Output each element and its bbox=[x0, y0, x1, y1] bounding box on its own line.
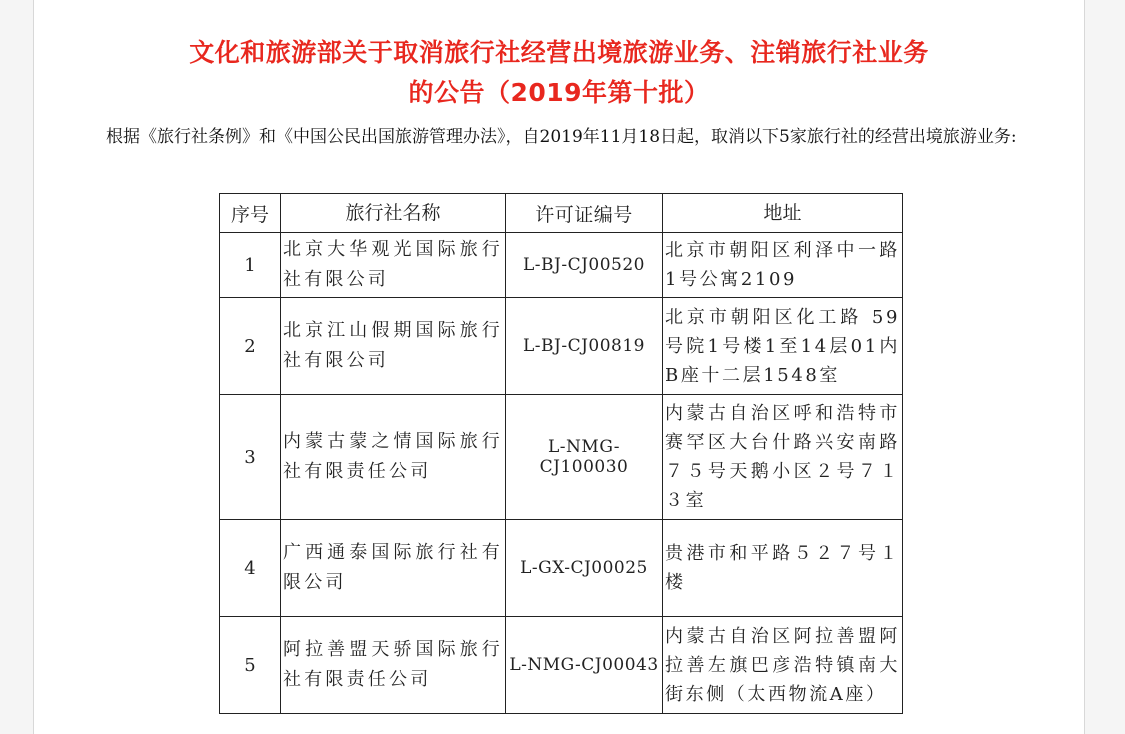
cell-no: 5 bbox=[220, 617, 281, 714]
cell-name: 阿拉善盟天骄国际旅行社有限责任公司 bbox=[281, 617, 506, 714]
cell-license: L-BJ-CJ00520 bbox=[506, 233, 663, 298]
cell-no: 1 bbox=[220, 233, 281, 298]
cell-no: 2 bbox=[220, 298, 281, 395]
cell-address: 内蒙古自治区呼和浩特市赛罕区大台什路兴安南路７５号天鹅小区２号７１３室 bbox=[663, 395, 903, 520]
cell-license: L-GX-CJ00025 bbox=[506, 520, 663, 617]
cell-name: 广西通泰国际旅行社有限公司 bbox=[281, 520, 506, 617]
cell-address: 内蒙古自治区阿拉善盟阿拉善左旗巴彦浩特镇南大街东侧（太西物流A座） bbox=[663, 617, 903, 714]
table-row bbox=[220, 298, 903, 395]
cell-license: L-BJ-CJ00819 bbox=[506, 298, 663, 395]
table-row bbox=[220, 520, 903, 617]
cell-name: 内蒙古蒙之情国际旅行社有限责任公司 bbox=[281, 395, 506, 520]
header-address: 地址 bbox=[663, 194, 903, 233]
travel-agency-table bbox=[219, 193, 903, 714]
header-no: 序号 bbox=[220, 194, 281, 233]
cell-name: 北京江山假期国际旅行社有限公司 bbox=[281, 298, 506, 395]
document-page bbox=[33, 0, 1085, 734]
cell-address: 北京市朝阳区化工路 59号院1号楼1至14层01内B座十二层1548室 bbox=[663, 298, 903, 395]
table-row bbox=[220, 233, 903, 298]
cell-no: 4 bbox=[220, 520, 281, 617]
cell-no: 3 bbox=[220, 395, 281, 520]
cell-license: L-NMG-CJ00043 bbox=[506, 617, 663, 714]
document-title-line-2: 的公告（2019年第十批） bbox=[408, 78, 710, 107]
header-name: 旅行社名称 bbox=[281, 194, 506, 233]
table-header-row bbox=[220, 194, 903, 233]
intro-paragraph: 根据《旅行社条例》和《中国公民出国旅游管理办法》，自2019年11月18日起，取消以下5家旅行社的经营出境旅游业务: bbox=[106, 127, 1017, 147]
cell-name: 北京大华观光国际旅行社有限公司 bbox=[281, 233, 506, 298]
document-title-line-1: 文化和旅游部关于取消旅行社经营出境旅游业务、注销旅行社业务 bbox=[189, 38, 929, 67]
table-row bbox=[220, 395, 903, 520]
table-row bbox=[220, 617, 903, 714]
cell-license: L-NMG-CJ100030 bbox=[506, 395, 663, 520]
cell-address: 贵港市和平路５２７号１楼 bbox=[663, 520, 903, 617]
header-license: 许可证编号 bbox=[506, 194, 663, 233]
cell-address: 北京市朝阳区利泽中一路1号公寓2109 bbox=[663, 233, 903, 298]
